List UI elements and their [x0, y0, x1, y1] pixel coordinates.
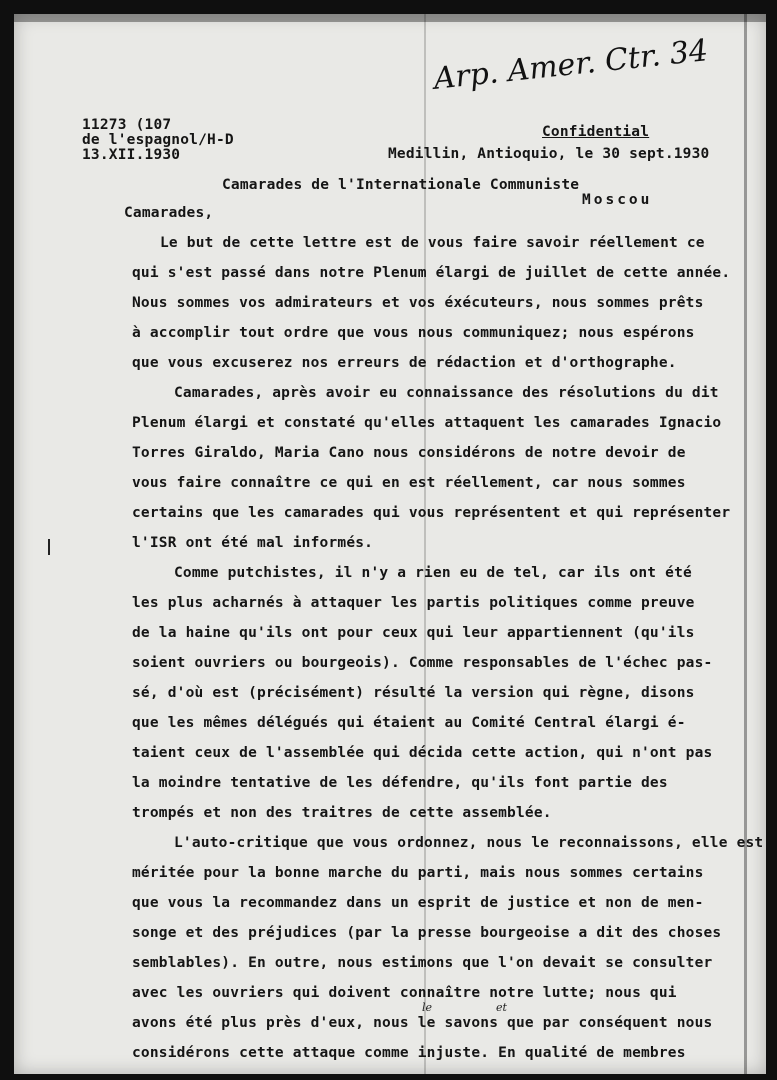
body-line: avec les ouvriers qui doivent connaître notre lutte; nous qui: [132, 985, 677, 1001]
body-line: songe et des préjudices (par la presse bourgeoise a dit des choses: [132, 925, 722, 941]
reference-date: 13.XII.1930: [82, 147, 181, 163]
body-line: vous faire connaître ce qui en est réellement, car nous sommes: [132, 475, 686, 491]
reference-number: 11273 (107: [82, 117, 172, 133]
body-line: la moindre tentative de les défendre, qu'ils font partie des: [132, 775, 668, 791]
body-line: taient ceux de l'assemblée qui décida cette action, qui n'ont pas: [132, 745, 713, 761]
right-fold-line: [744, 14, 747, 1074]
body-line: sé, d'où est (précisément) résulté la version qui règne, disons: [132, 685, 695, 701]
body-line: l'ISR ont été mal informés.: [132, 535, 374, 551]
confidential-label: Confidential: [542, 124, 650, 140]
body-line: soient ouvriers ou bourgeois). Comme responsables de l'échec pas-: [132, 655, 713, 671]
body-line: Plenum élargi et constaté qu'elles attaquent les camarades Ignacio: [132, 415, 722, 431]
body-line: Nous sommes vos admirateurs et vos éxécuteurs, nous sommes prêts: [132, 295, 704, 311]
body-line: à accomplir tout ordre que vous nous communiquez; nous espérons: [132, 325, 695, 341]
body-line: de la haine qu'ils ont pour ceux qui leur appartiennent (qu'ils: [132, 625, 695, 641]
scanned-letter-page: [14, 14, 766, 1074]
dateline: Medillin, Antioquio, le 30 sept.1930: [388, 146, 710, 162]
body-line: que vous la recommandez dans un esprit de justice et non de men-: [132, 895, 704, 911]
interlinear-correction: le: [422, 1001, 433, 1014]
body-line: que vous excuserez nos erreurs de rédaction et d'orthographe.: [132, 355, 677, 371]
addressee-city: Moscou: [582, 192, 653, 208]
body-line: Camarades, après avoir eu connaissance des résolutions du dit: [174, 385, 719, 401]
body-line: Le but de cette lettre est de vous faire savoir réellement ce: [160, 235, 705, 251]
body-line: L'auto-critique que vous ordonnez, nous le reconnaissons, elle est: [174, 835, 764, 851]
fold-line: [424, 14, 426, 1074]
interlinear-correction: et: [496, 1001, 507, 1014]
addressee: Camarades de l'Internationale Communiste: [222, 177, 580, 193]
body-line: trompés et non des traitres de cette assemblée.: [132, 805, 552, 821]
body-line: Torres Giraldo, Maria Cano nous considérons de notre devoir de: [132, 445, 686, 461]
reference-translation: de l'espagnol/H-D: [82, 132, 234, 148]
top-shadow: [14, 14, 766, 22]
handwritten-archive-note: Arp. Amer. Ctr. 34: [432, 33, 710, 97]
body-line: certains que les camarades qui vous représentent et qui représenter: [132, 505, 731, 521]
body-line: Comme putchistes, il n'y a rien eu de tel, car ils ont été: [174, 565, 692, 581]
margin-mark: [48, 539, 50, 555]
body-line: que les mêmes délégués qui étaient au Comité Central élargi é-: [132, 715, 686, 731]
body-line: qui s'est passé dans notre Plenum élargi de juillet de cette année.: [132, 265, 731, 281]
body-line: semblables). En outre, nous estimons que l'on devait se consulter: [132, 955, 713, 971]
body-line: les plus acharnés à attaquer les partis politiques comme preuve: [132, 595, 695, 611]
salutation: Camarades,: [124, 205, 214, 221]
body-line: considérons cette attaque comme injuste. En qualité de membres: [132, 1045, 686, 1061]
body-line: méritée pour la bonne marche du parti, mais nous sommes certains: [132, 865, 704, 881]
body-line: avons été plus près d'eux, nous le savons que par conséquent nous: [132, 1015, 713, 1031]
